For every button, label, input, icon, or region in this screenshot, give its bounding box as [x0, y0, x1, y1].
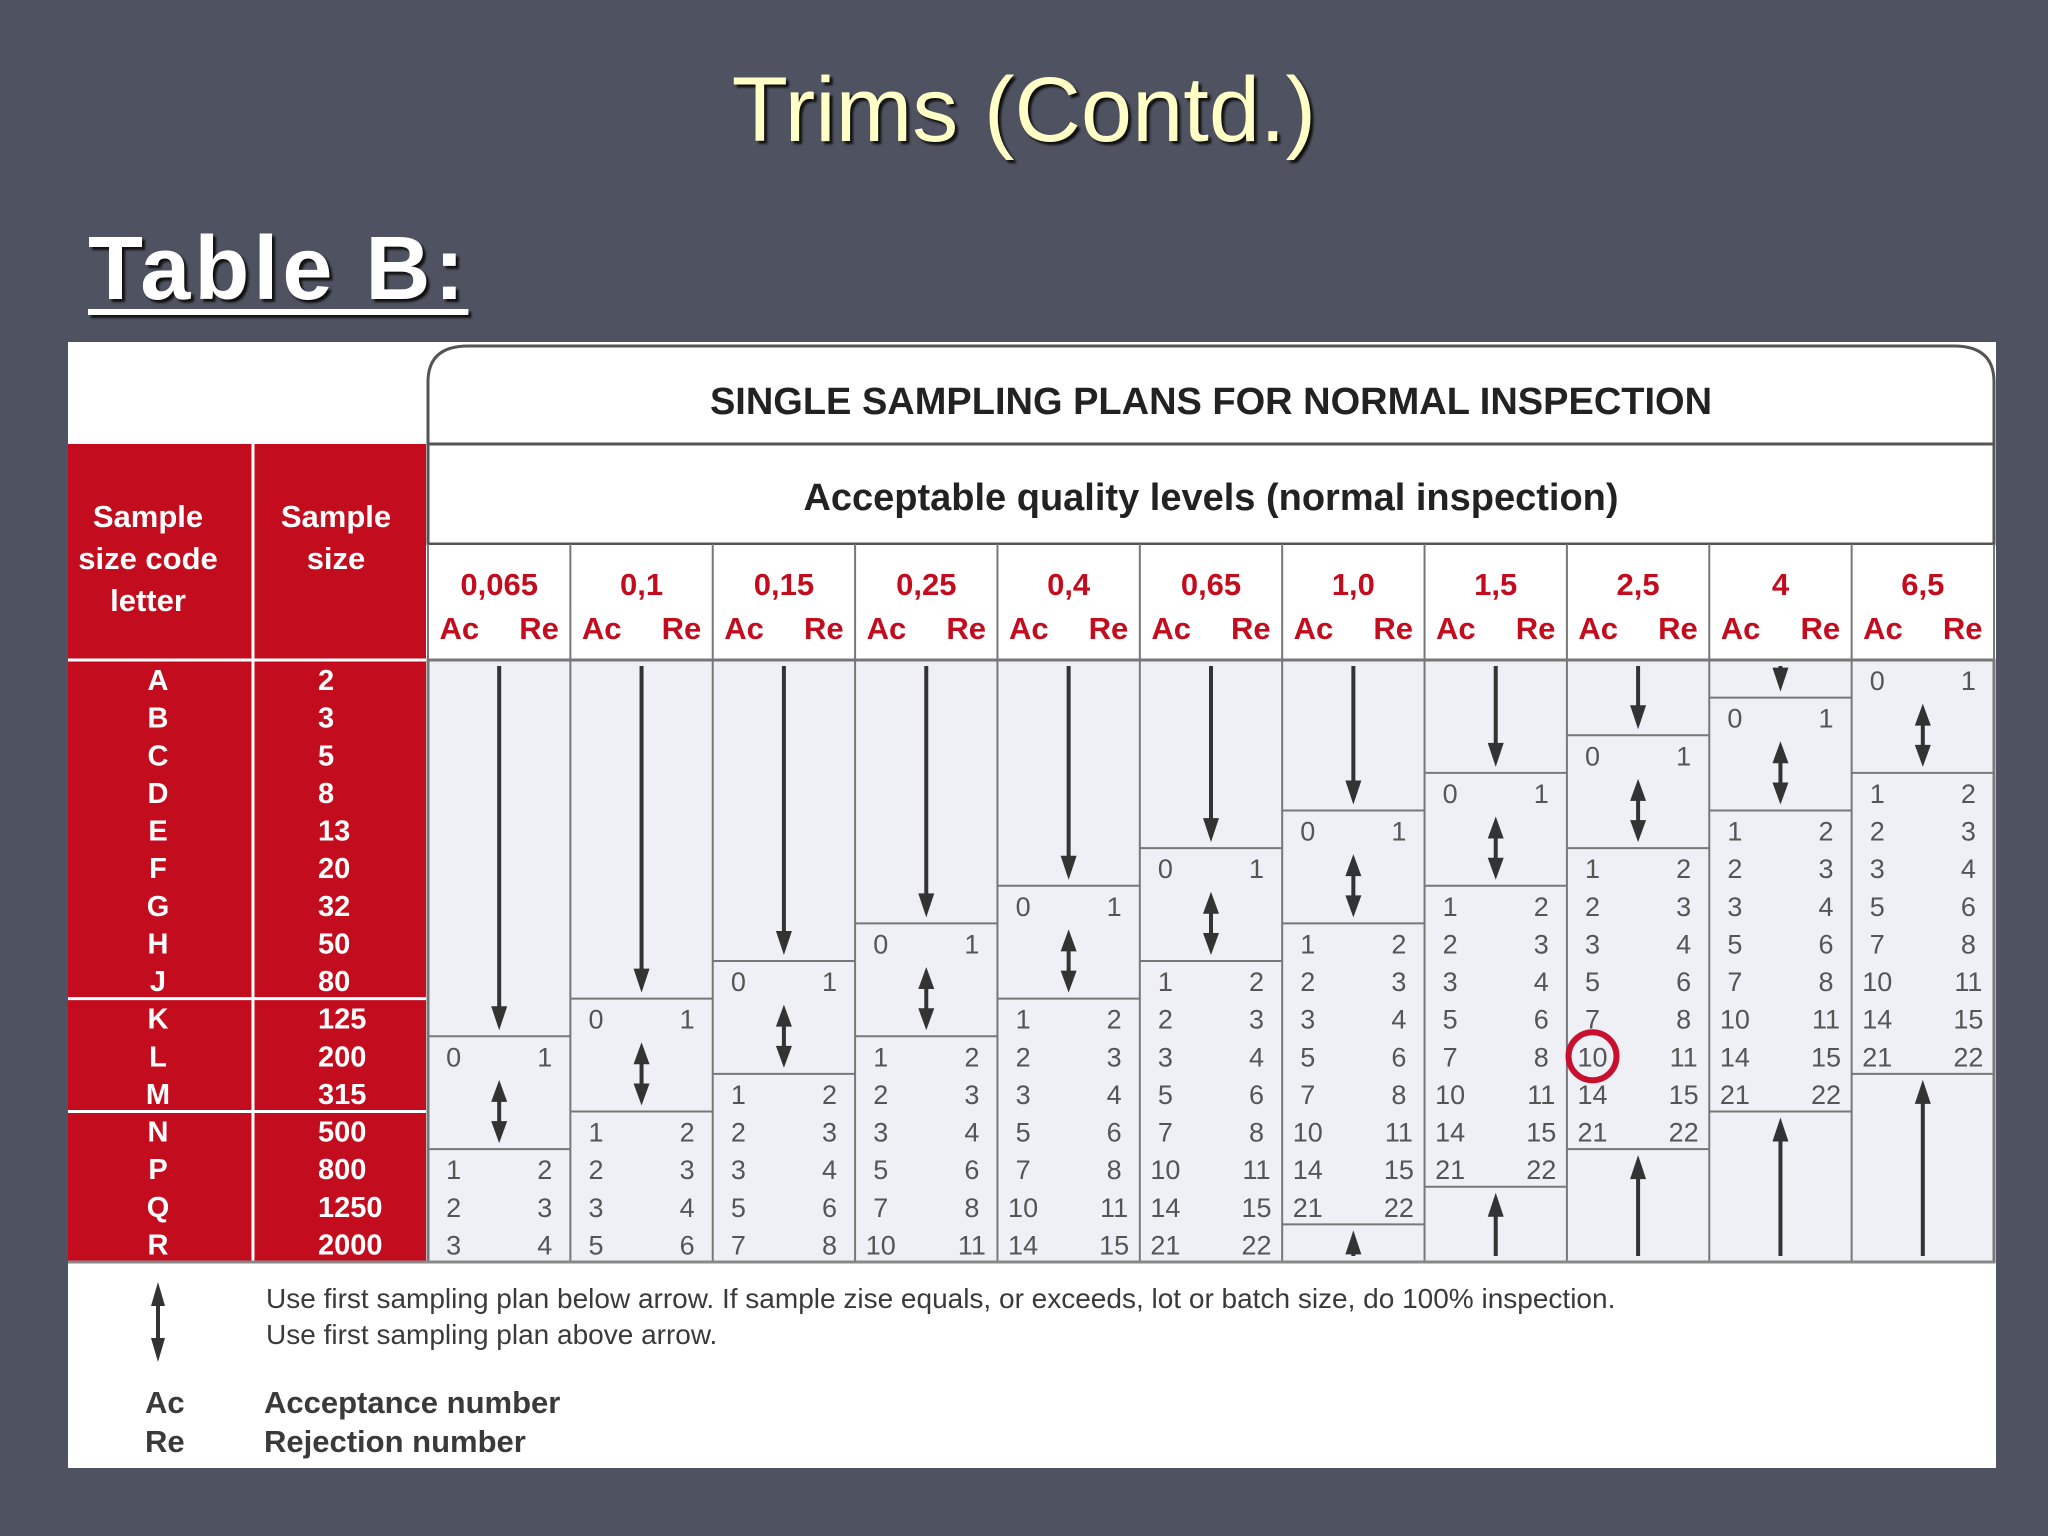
aql-level-label: 0,65 [1180, 567, 1242, 602]
ac-value: 14 [1292, 1155, 1323, 1186]
re-value: 8 [1391, 1079, 1407, 1110]
ac-value: 3 [588, 1192, 604, 1223]
table-title: SINGLE SAMPLING PLANS FOR NORMAL INSPECTION [709, 381, 1713, 423]
ac-value: 7 [1727, 967, 1743, 997]
ac-value: 5 [1157, 1079, 1173, 1110]
ac-value: 5 [873, 1155, 889, 1186]
ac-value: 21 [1862, 1042, 1893, 1073]
re-value: 15 [1526, 1117, 1557, 1148]
re-value: 3 [1249, 1004, 1265, 1035]
re-value: 11 [1811, 1004, 1841, 1035]
aql-level-label: 0,4 [1047, 567, 1091, 602]
re-value: 4 [1391, 1004, 1407, 1035]
ac-value: 0 [730, 967, 746, 997]
legend-ac-label: Ac [145, 1385, 185, 1420]
re-value: 4 [1533, 967, 1549, 997]
ac-value: 0 [1442, 778, 1458, 809]
ac-value: 2 [1442, 929, 1458, 960]
aql-level-label: 4 [1771, 567, 1790, 602]
ac-value: 10 [1719, 1004, 1750, 1035]
ac-value: 1 [730, 1079, 746, 1110]
re-value: 22 [1526, 1155, 1557, 1186]
code-header-line: size code [78, 541, 218, 576]
re-label: Re [803, 611, 844, 646]
re-value: 1 [1960, 666, 1976, 696]
aql-level-label: 0,15 [753, 567, 815, 602]
ac-value: 0 [1727, 703, 1743, 734]
ac-value: 7 [1300, 1079, 1316, 1110]
re-label: Re [1658, 611, 1698, 646]
re-value: 3 [537, 1192, 553, 1223]
ac-value: 14 [1862, 1004, 1893, 1035]
re-value: 8 [1818, 967, 1834, 997]
aql-level-label: 0,065 [460, 567, 538, 602]
ac-value: 3 [1015, 1079, 1031, 1110]
ac-label: Ac [1151, 611, 1191, 646]
re-value: 1 [1249, 854, 1265, 885]
ac-value: 5 [1869, 891, 1885, 922]
ac-value: 14 [1577, 1079, 1608, 1110]
ac-value: 1 [1300, 929, 1316, 960]
re-value: 4 [1818, 891, 1834, 922]
ac-value: 10 [1435, 1079, 1466, 1110]
code-header-line: letter [110, 583, 186, 618]
re-value: 6 [1676, 967, 1692, 997]
re-value: 11 [1100, 1192, 1129, 1223]
ac-value: 0 [873, 929, 889, 960]
re-value: 1 [1818, 703, 1834, 734]
re-value: 8 [821, 1230, 837, 1261]
ac-value: 5 [1585, 967, 1601, 997]
ac-value: 5 [1300, 1042, 1316, 1073]
ac-value: 14 [1008, 1230, 1039, 1261]
re-value: 1 [1106, 891, 1122, 922]
ac-label: Ac [581, 611, 622, 646]
re-value: 15 [1099, 1230, 1130, 1261]
ac-value: 10 [1150, 1155, 1181, 1186]
re-value: 6 [1106, 1117, 1122, 1148]
re-value: 11 [957, 1230, 986, 1261]
re-value: 6 [821, 1192, 837, 1223]
re-label: Re [1942, 611, 1983, 646]
re-value: 4 [1676, 929, 1692, 960]
re-value: 6 [1391, 1042, 1407, 1073]
ac-value: 1 [1015, 1004, 1031, 1035]
ac-value: 21 [1292, 1192, 1323, 1223]
ac-label: Ac [439, 611, 480, 646]
ac-value: 2 [1015, 1042, 1031, 1073]
ac-value: 3 [1585, 929, 1601, 960]
table-subtitle: Table B: [88, 219, 469, 319]
ac-value: 3 [873, 1117, 889, 1148]
sample-size: 2000 [318, 1229, 383, 1262]
double-arrow-icon [151, 1282, 165, 1362]
code-letter: K [147, 1003, 169, 1036]
ac-value: 1 [588, 1117, 604, 1148]
re-value: 1 [1533, 778, 1549, 809]
code-letter: P [148, 1154, 168, 1187]
re-value: 6 [679, 1230, 695, 1261]
re-value: 1 [679, 1004, 695, 1035]
re-label: Re [1088, 611, 1129, 646]
re-value: 3 [821, 1117, 837, 1148]
ac-value: 1 [1869, 778, 1885, 809]
ac-value: 5 [730, 1192, 746, 1223]
ac-value: 0 [588, 1004, 604, 1035]
ac-value: 5 [1015, 1117, 1031, 1148]
ac-value: 3 [1157, 1042, 1173, 1073]
ac-value: 0 [446, 1042, 462, 1073]
ac-value: 10 [1008, 1192, 1039, 1223]
ac-value: 14 [1435, 1117, 1466, 1148]
re-value: 8 [964, 1192, 980, 1223]
code-letter: N [147, 1116, 169, 1149]
re-value: 22 [1953, 1042, 1984, 1073]
aql-level-label: 2,5 [1616, 567, 1660, 602]
aql-header: Acceptable quality levels (normal inspection) [803, 477, 1619, 519]
ac-value: 21 [1577, 1117, 1608, 1148]
sample-size: 315 [318, 1078, 367, 1111]
ac-value: 2 [1585, 891, 1601, 922]
ac-value: 1 [873, 1042, 889, 1073]
ac-value: 3 [730, 1155, 746, 1186]
ac-label: Ac [1436, 611, 1476, 646]
sample-size: 8 [318, 777, 335, 810]
re-value: 8 [1960, 929, 1976, 960]
sample-size: 80 [318, 966, 351, 998]
re-value: 2 [1960, 778, 1976, 809]
re-value: 15 [1668, 1079, 1699, 1110]
sample-size: 1250 [318, 1191, 383, 1224]
aql-level-label: 0,1 [619, 567, 664, 602]
code-letter: F [149, 853, 167, 886]
re-label: Re [946, 611, 986, 646]
re-value: 3 [1391, 967, 1407, 997]
re-value: 22 [1810, 1079, 1842, 1110]
ac-value: 7 [1157, 1117, 1173, 1148]
re-value: 6 [964, 1155, 980, 1186]
ac-value: 5 [1727, 929, 1743, 960]
re-label: Re [1231, 611, 1271, 646]
code-letter: H [147, 928, 169, 961]
code-letter: M [145, 1078, 171, 1111]
re-value: 1 [964, 929, 980, 960]
re-value: 2 [679, 1117, 695, 1148]
aql-level-label: 1,0 [1331, 567, 1375, 602]
re-value: 8 [1106, 1155, 1122, 1186]
ac-value: 7 [730, 1230, 746, 1261]
re-value: 1 [1391, 816, 1407, 847]
code-letter: R [147, 1229, 169, 1262]
ac-value: 1 [1585, 854, 1601, 885]
legend [145, 1282, 1615, 1459]
re-value: 3 [1106, 1042, 1122, 1073]
ac-value: 2 [1869, 816, 1885, 847]
ac-value: 5 [588, 1230, 604, 1261]
ac-value: 7 [1869, 929, 1885, 960]
ac-value: 21 [1435, 1155, 1466, 1186]
ac-value: 2 [873, 1079, 889, 1110]
legend-re-label: Re [145, 1424, 185, 1459]
re-value: 4 [537, 1230, 553, 1261]
ac-value: 10 [1577, 1042, 1608, 1073]
re-value: 2 [1249, 967, 1265, 997]
re-value: 3 [1818, 854, 1834, 885]
re-label: Re [519, 611, 559, 646]
code-letter: E [148, 815, 168, 848]
re-value: 6 [1818, 929, 1834, 960]
ac-value: 2 [1727, 854, 1743, 885]
re-value: 2 [1391, 929, 1407, 960]
legend-arrow-line-2: Use first sampling plan above arrow. [266, 1319, 718, 1350]
ac-value: 10 [1292, 1117, 1323, 1148]
sampling-table-image [68, 342, 1996, 1468]
re-value: 4 [679, 1192, 695, 1223]
ac-value: 0 [1015, 891, 1031, 922]
sample-size: 2 [318, 665, 335, 697]
re-value: 3 [1960, 816, 1976, 847]
aql-level-label: 0,25 [896, 567, 957, 602]
ac-value: 21 [1719, 1079, 1750, 1110]
re-value: 2 [537, 1155, 553, 1186]
ac-value: 0 [1300, 816, 1316, 847]
ac-value: 2 [730, 1117, 746, 1148]
sample-size: 20 [318, 853, 351, 886]
ac-value: 0 [1869, 666, 1885, 696]
re-value: 1 [1676, 741, 1692, 772]
sample-size: 800 [318, 1154, 367, 1187]
legend-re-desc: Rejection number [264, 1424, 526, 1459]
ac-value: 2 [446, 1192, 462, 1223]
re-label: Re [1515, 611, 1556, 646]
ac-value: 1 [446, 1155, 462, 1186]
re-value: 11 [1669, 1042, 1698, 1073]
slide-title: Trims (Contd.) [731, 59, 1317, 161]
ac-value: 10 [865, 1230, 896, 1261]
re-value: 8 [1249, 1117, 1265, 1148]
re-value: 22 [1668, 1117, 1699, 1148]
re-value: 11 [1527, 1079, 1556, 1110]
sample-size: 125 [318, 1003, 367, 1036]
re-value: 11 [1954, 967, 1983, 997]
ac-value: 7 [1585, 1004, 1601, 1035]
re-value: 2 [821, 1079, 837, 1110]
legend-ac-desc: Acceptance number [264, 1385, 561, 1420]
ac-value: 14 [1719, 1042, 1750, 1073]
re-value: 6 [1249, 1079, 1265, 1110]
sample-size: 5 [318, 740, 335, 773]
re-value: 15 [1383, 1155, 1414, 1186]
code-letter: G [146, 890, 170, 923]
re-value: 4 [821, 1155, 837, 1186]
ac-value: 2 [588, 1155, 604, 1186]
ac-value: 7 [1442, 1042, 1458, 1073]
ac-value: 3 [1442, 967, 1458, 997]
re-value: 3 [964, 1079, 980, 1110]
aql-level-label: 1,5 [1474, 567, 1518, 602]
ac-value: 1 [1157, 967, 1173, 997]
re-value: 2 [1818, 816, 1834, 847]
re-value: 1 [821, 967, 837, 997]
ac-value: 3 [446, 1230, 462, 1261]
ac-value: 14 [1150, 1192, 1181, 1223]
re-value: 2 [1533, 891, 1549, 922]
ac-value: 1 [1727, 816, 1743, 847]
re-value: 3 [1533, 929, 1549, 960]
code-letter: B [147, 702, 169, 735]
ac-label: Ac [1578, 611, 1619, 646]
ac-value: 3 [1300, 1004, 1316, 1035]
ac-value: 0 [1157, 854, 1173, 885]
sample-size: 50 [318, 928, 351, 961]
ac-value: 3 [1727, 891, 1743, 922]
ac-value: 21 [1150, 1230, 1181, 1261]
ac-value: 2 [1157, 1004, 1173, 1035]
sample-size: 500 [318, 1116, 367, 1149]
re-value: 22 [1241, 1230, 1272, 1261]
re-value: 6 [1960, 891, 1976, 922]
ac-value: 7 [873, 1192, 889, 1223]
ac-value: 2 [1300, 967, 1316, 997]
size-header-line: Sample [280, 499, 392, 534]
code-letter: J [149, 966, 167, 998]
code-letter: C [147, 740, 169, 773]
re-value: 15 [1953, 1004, 1984, 1035]
re-value: 11 [1384, 1117, 1413, 1148]
re-value: 1 [537, 1042, 553, 1073]
ac-label: Ac [724, 611, 764, 646]
code-letter: Q [146, 1191, 170, 1224]
re-label: Re [1373, 611, 1414, 646]
sample-size: 32 [318, 890, 351, 923]
table-grid [68, 346, 1994, 1262]
re-value: 4 [964, 1117, 980, 1148]
re-value: 22 [1383, 1192, 1414, 1223]
code-letter: D [147, 777, 169, 810]
ac-label: Ac [866, 611, 907, 646]
re-label: Re [1800, 611, 1841, 646]
re-value: 3 [1676, 891, 1692, 922]
re-value: 15 [1241, 1192, 1272, 1223]
re-value: 8 [1676, 1004, 1692, 1035]
sample-size: 200 [318, 1041, 367, 1074]
ac-label: Ac [1293, 611, 1334, 646]
re-value: 15 [1810, 1042, 1842, 1073]
code-letter: A [147, 665, 169, 697]
aql-level-label: 6,5 [1901, 567, 1945, 602]
re-value: 4 [1249, 1042, 1265, 1073]
code-header-line: Sample [92, 499, 204, 534]
ac-value: 1 [1442, 891, 1458, 922]
re-value: 11 [1242, 1155, 1271, 1186]
sample-size: 13 [318, 815, 351, 848]
ac-value: 3 [1869, 854, 1885, 885]
ac-value: 7 [1015, 1155, 1031, 1186]
ac-value: 0 [1585, 741, 1601, 772]
sample-size: 3 [318, 702, 335, 735]
re-value: 6 [1533, 1004, 1549, 1035]
ac-label: Ac [1863, 611, 1903, 646]
re-value: 2 [964, 1042, 980, 1073]
re-value: 3 [679, 1155, 695, 1186]
re-value: 2 [1676, 854, 1692, 885]
re-value: 4 [1106, 1079, 1122, 1110]
ac-label: Ac [1008, 611, 1049, 646]
re-value: 8 [1533, 1042, 1549, 1073]
ac-label: Ac [1720, 611, 1761, 646]
code-letter: L [149, 1041, 167, 1074]
sampling-table [68, 342, 1996, 1468]
re-value: 2 [1106, 1004, 1122, 1035]
re-label: Re [661, 611, 702, 646]
ac-value: 5 [1442, 1004, 1458, 1035]
ac-value: 10 [1862, 967, 1893, 997]
legend-arrow-line-1: Use first sampling plan below arrow. If sample zise equals, or exceeds, lot or batch size, do 100% inspection. [266, 1283, 1616, 1314]
size-header-line: size [306, 541, 366, 576]
re-value: 4 [1960, 854, 1976, 885]
